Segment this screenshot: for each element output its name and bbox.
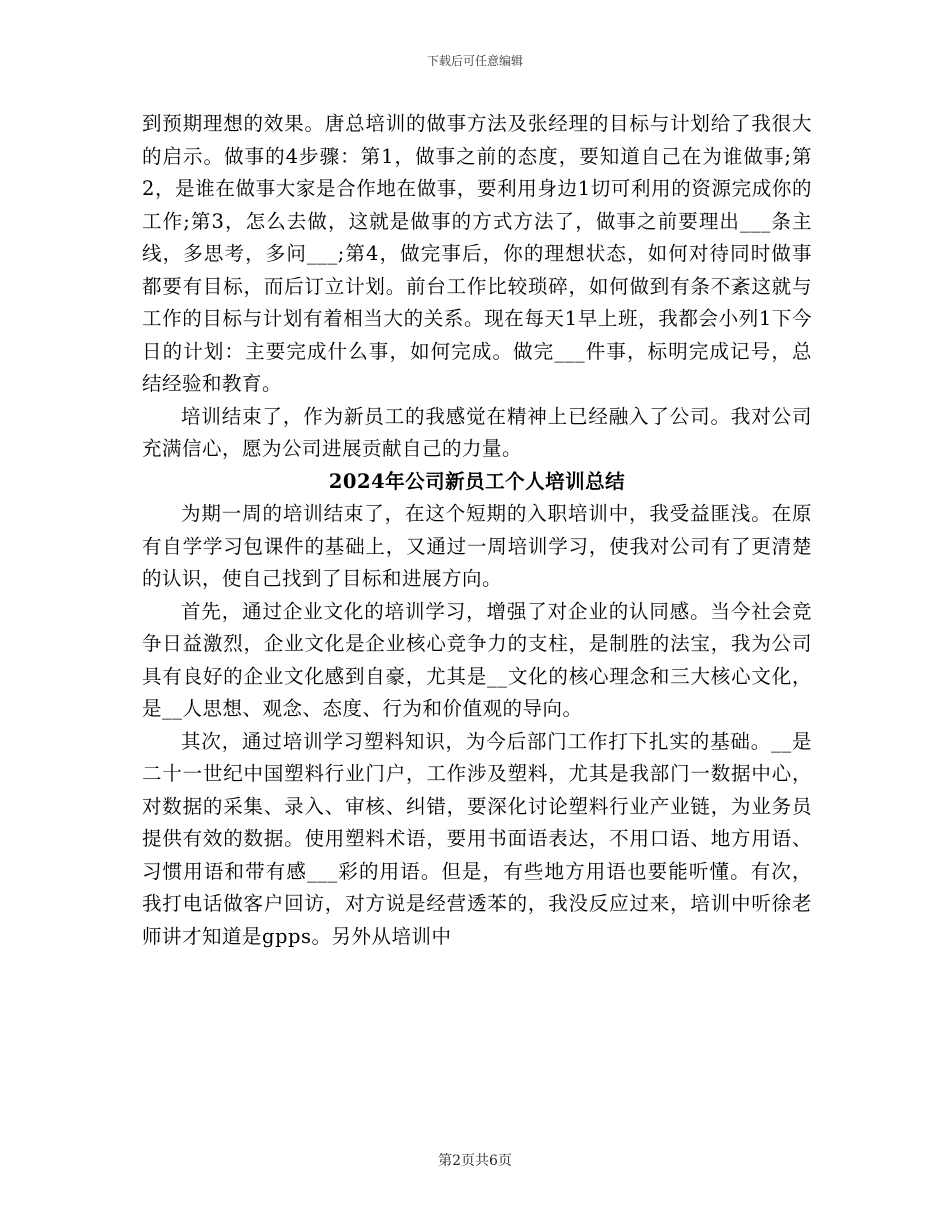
page-header: 下载后可任意编辑	[426, 54, 523, 68]
section-title: 2024年公司新员工个人培训总结	[328, 469, 626, 493]
paragraph-conclusion: 培训结束了，作为新员工的我感觉在精神上已经融入了公司。我对公司充满信心，愿为公司进展贡献自己的力量。	[142, 404, 812, 460]
paragraph-culture: 首先，通过企业文化的培训学习，增强了对企业的认同感。当今社会竞争日益激烈，企业文化是企业核心竞争力的支柱，是制胜的法宝，我为公司具有良好的企业文化感到自豪，尤其是__文化的核心理念和三大核心文化，是__人思想、观念、态度、行为和价值观的导向。	[142, 599, 812, 720]
paragraph-intro: 为期一周的培训结束了，在这个短期的入职培训中，我受益匪浅。在原有自学学习包课件的基础上，又通过一周培训学习，使我对公司有了更清楚的认识，使自己找到了目标和进展方向。	[142, 502, 812, 590]
paragraph-plastics: 其次，通过培训学习塑料知识，为今后部门工作打下扎实的基础。__是二十一世纪中国塑料行业门户，工作涉及塑料，尤其是我部门一数据中心，对数据的采集、录入、审核、纠错，要深化讨论塑料行业产业链，为业务员提供有效的数据。使用塑料术语，要用书面语表达，不用口语、地方用语、习惯用语和带有感___彩的用语。但是，有些地方用语也要能听懂。有次，我打电话做客户回访，对方说是经营透苯的，我没反应过来，培训中听徐老师讲才知道是gpps。另外从培训中	[142, 729, 812, 948]
page-footer: 第2页共6页	[438, 1153, 512, 1169]
document-body	[142, 108, 812, 953]
paragraph-continued: 到预期理想的效果。唐总培训的做事方法及张经理的目标与计划给了我很大的启示。做事的4步骤：第1，做事之前的态度，要知道自己在为谁做事;第2，是谁在做事大家是合作地在做事，要利用身边1切可利用的资源完成你的工作;第3，怎么去做，这就是做事的方式方法了，做事之前要理出___条主线，多思考，多问___;第4，做完事后，你的理想状态，如何对待同时做事都要有目标，而后订立计划。前台工作比较琐碎，如何做到有条不紊这就与工作的目标与计划有着相当大的关系。现在每天1早上班，我都会小列1下今日的计划：主要完成什么事，如何完成。做完___件事，标明完成记号，总结经验和教育。	[142, 112, 812, 395]
